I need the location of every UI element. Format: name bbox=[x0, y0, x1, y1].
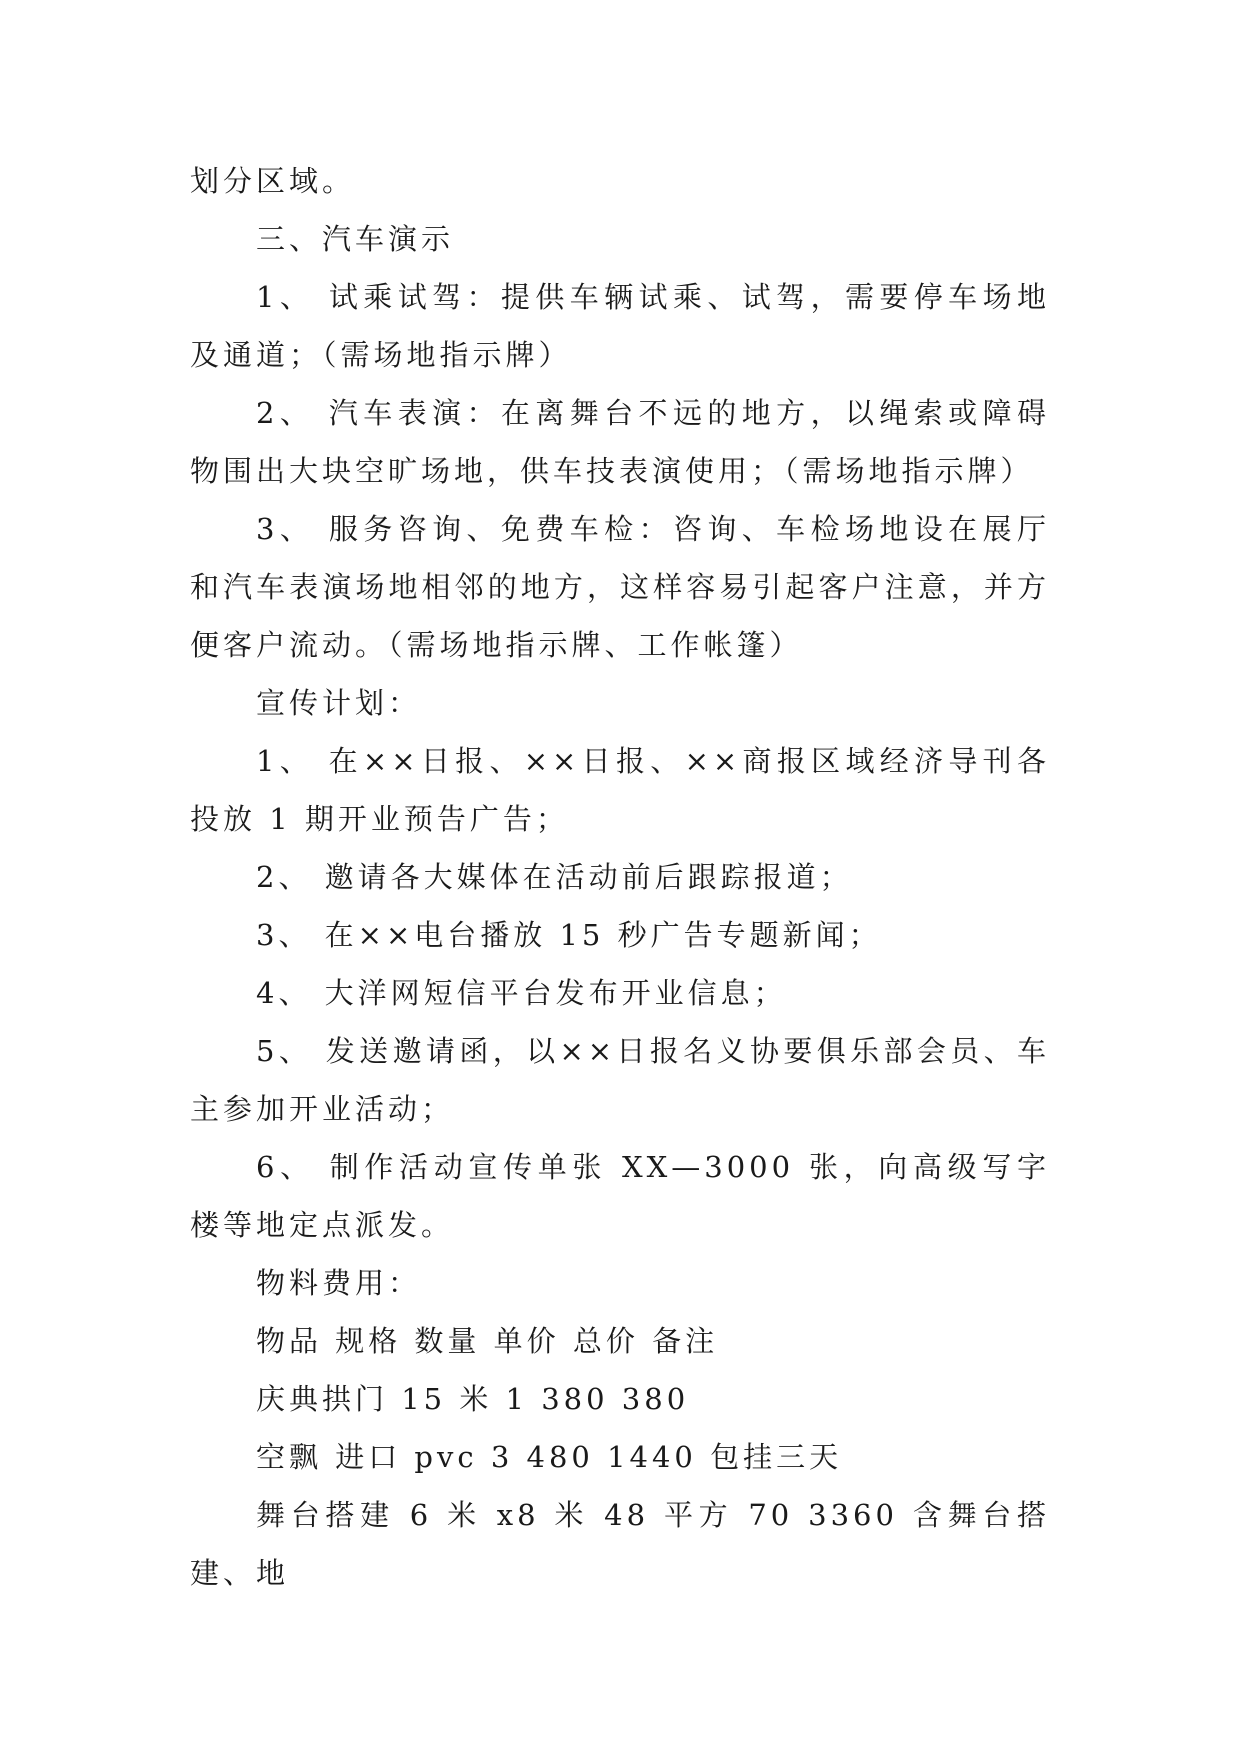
paragraph-promo-1: 1、 在××日报、××日报、××商报区域经济导刊各投放 1 期开业预告广告； bbox=[190, 744, 1050, 836]
section-heading-car-demo: 三、汽车演示 bbox=[256, 222, 455, 256]
paragraph-promo-4: 4、 大洋网短信平台发布开业信息； bbox=[256, 976, 787, 1010]
paragraph-service-consult: 3、 服务咨询、免费车检：咨询、车检场地设在展厅和汽车表演场地相邻的地方，这样容易引起客户注意，并方便客户流动。（需场地指示牌、工作帐篷） bbox=[190, 512, 1050, 662]
materials-row-arch: 庆典拱门 15 米 1 380 380 bbox=[256, 1382, 690, 1416]
materials-header-row: 物品 规格 数量 单价 总价 备注 bbox=[256, 1324, 719, 1358]
section-heading-promotion: 宣传计划： bbox=[256, 686, 422, 720]
materials-row-balloon: 空飘 进口 pvc 3 480 1440 包挂三天 bbox=[256, 1440, 843, 1474]
paragraph-1: 划分区域。 bbox=[190, 164, 356, 198]
paragraph-promo-5: 5、 发送邀请函，以××日报名义协要俱乐部会员、车主参加开业活动； bbox=[190, 1034, 1050, 1126]
paragraph-car-show: 2、 汽车表演：在离舞台不远的地方，以绳索或障碍物围出大块空旷场地，供车技表演使用；（需场地指示牌） bbox=[190, 396, 1050, 488]
section-heading-materials: 物料费用： bbox=[256, 1266, 422, 1300]
paragraph-promo-2: 2、 邀请各大媒体在活动前后跟踪报道； bbox=[256, 860, 853, 894]
materials-row-stage: 舞台搭建 6 米 x8 米 48 平方 70 3360 含舞台搭建、地 bbox=[190, 1498, 1050, 1590]
paragraph-test-drive: 1、 试乘试驾：提供车辆试乘、试驾，需要停车场地及通道；（需场地指示牌） bbox=[190, 280, 1050, 372]
paragraph-promo-3: 3、 在××电台播放 15 秒广告专题新闻； bbox=[256, 918, 882, 952]
paragraph-promo-6: 6、 制作活动宣传单张 XX—3000 张，向高级写字楼等地定点派发。 bbox=[190, 1150, 1050, 1242]
document-body bbox=[190, 152, 1050, 1602]
